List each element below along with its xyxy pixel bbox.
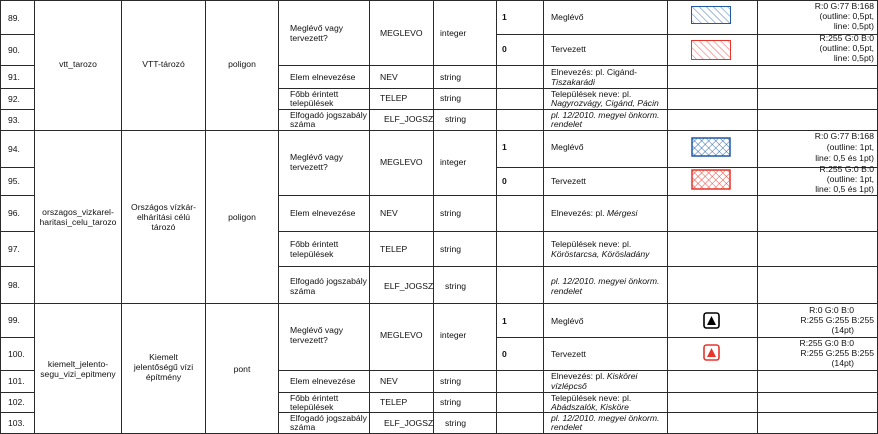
value-label: Tervezett [551, 349, 586, 359]
layer-code: orszagos_vizkarel- [42, 207, 114, 217]
row-divider [0, 337, 34, 338]
row-divider [0, 109, 34, 110]
row-divider [0, 412, 34, 413]
field-type: string [440, 208, 462, 218]
field-code: MEGLEVO [380, 330, 423, 340]
field-code: ELF_JOGSZ [384, 418, 434, 428]
style-spec: R:0 G:77 B:168 [814, 131, 874, 141]
value-code: 1 [502, 316, 507, 326]
field-code: NEV [380, 376, 398, 386]
attribute-label: tervezett? [290, 162, 328, 172]
attribute-label: száma [290, 286, 316, 296]
row-divider [0, 65, 34, 66]
attribute-label: száma [290, 119, 316, 129]
field-type: integer [440, 330, 467, 340]
value-label: Tervezett [551, 176, 586, 186]
row-number: 100. [8, 349, 25, 359]
layer-code: kiemelt_jelento- [47, 359, 109, 369]
attribute-label: Elfogadó jogszabály [290, 413, 367, 423]
style-spec: (14pt) [831, 358, 854, 368]
row-number: 97. [8, 244, 20, 254]
attribute-label: Meglévő vagy [290, 152, 344, 162]
description: Települések neve: pl. [551, 239, 632, 249]
attribute-label: települések [290, 402, 334, 412]
field-code: NEV [380, 208, 398, 218]
field-type: string [440, 397, 462, 407]
field-type: string [440, 244, 462, 254]
layer-code: segu_vizi_epitmeny [40, 369, 116, 379]
style-spec: R:0 G:77 B:168 [814, 1, 874, 11]
style-spec: (14pt) [831, 325, 854, 335]
column-divider [543, 0, 544, 434]
column-divider [369, 0, 370, 434]
description: vízlépcső [551, 381, 587, 391]
row-number: 98. [8, 280, 20, 290]
value-label: Meglévő [551, 142, 584, 152]
description: Települések neve: pl. [551, 89, 632, 99]
field-code: ELF_JOGSZ [384, 281, 434, 291]
attribute-label: Elem elnevezése [290, 72, 356, 82]
row-divider [0, 88, 34, 89]
row-divider [0, 266, 34, 267]
layer-name: Kiemelt [149, 352, 178, 362]
style-spec: (outline: 1pt, [826, 174, 874, 184]
row-number: 103. [8, 418, 25, 428]
attribute-label: települések [290, 249, 334, 259]
row-divider [0, 392, 34, 393]
row-number: 96. [8, 208, 20, 218]
row-divider [0, 195, 34, 196]
description: Tiszakarádi [551, 77, 595, 87]
row-number: 90. [8, 45, 20, 55]
value-label: Tervezett [551, 44, 586, 54]
layer-code: haritasi_celu_tarozo [39, 217, 117, 227]
description: rendelet [551, 422, 583, 432]
column-divider [433, 0, 434, 434]
row-divider [278, 266, 878, 267]
row-number: 101. [8, 376, 25, 386]
field-code: TELEP [380, 397, 408, 407]
description: pl. 12/2010. megyei önkorm. [551, 110, 660, 120]
field-type: string [445, 281, 467, 291]
field-type: integer [440, 157, 467, 167]
group-separator [0, 303, 878, 304]
row-number: 89. [8, 13, 20, 23]
style-spec: R:255 G:255 B:255 [800, 315, 874, 325]
description: Elnevezés: pl. Kiskörei [551, 371, 638, 381]
description: rendelet [551, 286, 583, 296]
description: Települések neve: pl. [551, 393, 632, 403]
attribute-label: Főbb érintett [290, 89, 339, 99]
field-type: string [440, 93, 462, 103]
style-spec: (outline: 1pt, [826, 142, 874, 152]
row-divider [278, 65, 878, 66]
description: pl. 12/2010. megyei önkorm. [551, 276, 660, 286]
row-number: 93. [8, 115, 20, 125]
attribute-label: Elem elnevezése [290, 376, 356, 386]
layer-name: építmény [145, 372, 182, 382]
description: pl. 12/2010. megyei önkorm. [551, 413, 660, 423]
value-label: Meglévő [551, 12, 584, 22]
field-type: string [445, 114, 467, 124]
field-type: string [445, 418, 467, 428]
row-divider [278, 231, 878, 232]
field-code: ELF_JOGSZ [384, 114, 434, 124]
layer-code: vtt_tarozo [59, 59, 97, 69]
description: rendelet [551, 119, 583, 129]
field-type: string [440, 72, 462, 82]
row-divider [0, 167, 34, 168]
attribute-label: települések [290, 98, 334, 108]
field-code: NEV [380, 72, 398, 82]
field-code: MEGLEVO [380, 157, 423, 167]
style-spec: R:255 G:0 B:0 [819, 164, 874, 174]
description: Köröstarcsa, Körösladány [551, 249, 650, 259]
row-divider [0, 34, 34, 35]
field-type: string [440, 376, 462, 386]
attribute-label: Főbb érintett [290, 239, 339, 249]
attribute-label: tervezett? [290, 33, 328, 43]
layer-name: Országos vízkár- [131, 202, 196, 212]
field-code: TELEP [380, 93, 408, 103]
style-spec: R:255 G:255 B:255 [800, 348, 874, 358]
row-number: 102. [8, 397, 25, 407]
table-border-top [0, 0, 878, 1]
geometry-type: poligon [228, 212, 256, 222]
column-divider [278, 0, 279, 434]
attribute-label: Elfogadó jogszabály [290, 276, 367, 286]
red-hatch-swatch [691, 40, 731, 60]
style-spec: (outline: 0,5pt, [819, 11, 874, 21]
row-divider [278, 195, 878, 196]
value-code: 1 [502, 12, 507, 22]
geometry-type: poligon [228, 59, 256, 69]
row-number: 95. [8, 176, 20, 186]
red-crosshatch-swatch [691, 169, 731, 190]
field-code: TELEP [380, 244, 408, 254]
blue-crosshatch-swatch [691, 137, 731, 157]
description: Abádszalók, Kisköre [551, 402, 629, 412]
attribute-label: száma [290, 422, 316, 432]
value-code: 0 [502, 176, 507, 186]
style-spec: line: 0,5 és 1pt) [815, 153, 874, 163]
value-code: 0 [502, 44, 507, 54]
layer-name: tározó [151, 222, 176, 232]
attribute-label: Meglévő vagy [290, 325, 344, 335]
style-spec: line: 0,5pt) [833, 53, 874, 63]
row-divider [0, 370, 34, 371]
attribute-label: Főbb érintett [290, 393, 339, 403]
table-border-left [0, 0, 1, 434]
style-spec: (outline: 0,5pt, [819, 43, 874, 53]
blue-hatch-swatch [691, 6, 731, 24]
description: Elnevezés: pl. Cigánd- [551, 67, 637, 77]
column-divider [496, 0, 497, 434]
value-code: 1 [502, 142, 507, 152]
black-triangle-icon [703, 312, 720, 329]
layer-name: elhárítási célú [136, 212, 191, 222]
row-number: 99. [8, 315, 20, 325]
attribute-label: tervezett? [290, 335, 328, 345]
field-type: integer [440, 28, 467, 38]
description: Elnevezés: pl. Mérgesi [551, 208, 638, 218]
style-spec: R:0 G:0 B:0 [809, 305, 854, 315]
red-triangle-icon [703, 344, 720, 361]
style-spec: R:255 G:0 B:0 [799, 338, 854, 348]
row-number: 94. [8, 144, 20, 154]
geometry-type: pont [233, 364, 251, 374]
attribute-label: Elem elnevezése [290, 208, 356, 218]
style-spec: R:255 G:0 B:0 [819, 33, 874, 43]
field-code: MEGLEVO [380, 28, 423, 38]
row-number: 91. [8, 72, 20, 82]
column-divider [757, 0, 758, 434]
style-spec: line: 0,5pt) [833, 21, 874, 31]
style-spec: line: 0,5 és 1pt) [815, 184, 874, 194]
row-divider [0, 231, 34, 232]
group-separator [0, 130, 878, 131]
value-label: Meglévő [551, 316, 584, 326]
description: Nagyrozvágy, Cigánd, Pácin [551, 98, 659, 108]
attribute-label: Elfogadó jogszabály [290, 110, 367, 120]
attribute-label: Meglévő vagy [290, 23, 344, 33]
layer-name: VTT-tározó [142, 59, 185, 69]
value-code: 0 [502, 349, 507, 359]
column-divider [667, 0, 668, 434]
layer-name: jelentőségű vízi [133, 362, 194, 372]
row-number: 92. [8, 94, 20, 104]
